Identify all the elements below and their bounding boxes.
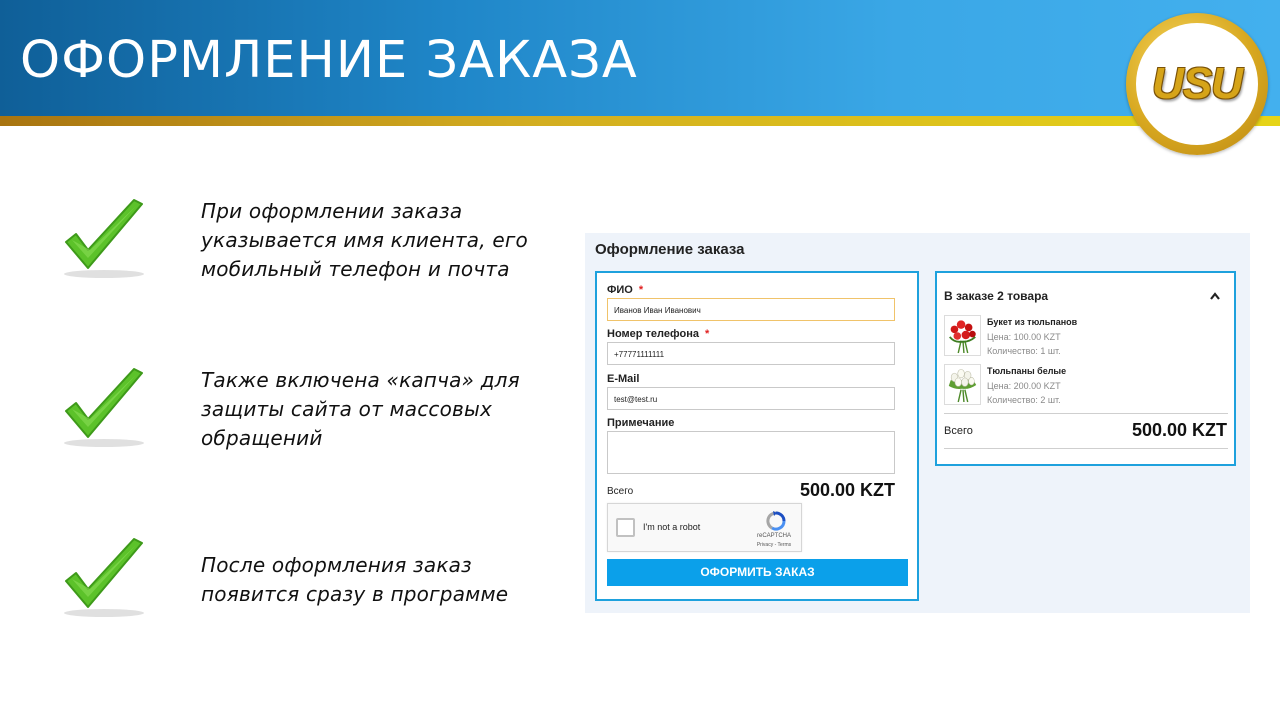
note-textarea[interactable] (607, 431, 895, 474)
cart-item-name[interactable]: Тюльпаны белые (987, 366, 1067, 376)
email-field[interactable]: test@test.ru (607, 387, 895, 410)
order-summary (935, 271, 1236, 466)
checkmark-icon (58, 367, 150, 449)
usu-logo (1126, 13, 1268, 155)
bullet-text-1: При оформлении заказа указывается имя клиента, его мобильный телефон и почта (201, 199, 528, 281)
recaptcha-widget (607, 503, 802, 552)
recaptcha-label: I'm not a robot (643, 522, 701, 532)
recaptcha-icon (764, 510, 788, 532)
cart-item-qty: Количество: 1 шт. (987, 346, 1061, 356)
submit-order-button[interactable]: ОФОРМИТЬ ЗАКАЗ (607, 559, 908, 586)
cart-total-label: Всего (944, 425, 973, 437)
note-label: Примечание (607, 417, 675, 429)
checkmark-icon (58, 198, 150, 280)
logo-text: USU (1152, 59, 1242, 108)
name-label: ФИО * (607, 284, 644, 296)
bullet-text-2: Также включена «капча» для защиты сайта от массовых обращений (201, 368, 520, 450)
bullet-text-3: После оформления заказ появится сразу в программе (201, 553, 509, 606)
cart-divider (944, 413, 1228, 414)
recaptcha-checkbox[interactable] (616, 518, 635, 537)
cart-title: В заказе 2 товара (944, 289, 1049, 303)
cart-item-price: Цена: 200.00 KZT (987, 381, 1061, 391)
slide-title: ОФОРМЛЕНИЕ ЗАКАЗА (20, 31, 638, 90)
form-total-label: Всего (607, 486, 634, 497)
phone-label: Номер телефона * (607, 328, 710, 340)
gold-divider (0, 116, 1280, 126)
cart-item-price: Цена: 100.00 KZT (987, 332, 1061, 342)
cart-divider (944, 448, 1228, 449)
cart-item-name[interactable]: Букет из тюльпанов (987, 317, 1078, 327)
checkout-title: Оформление заказа (595, 241, 745, 258)
name-field[interactable]: Иванов Иван Иванович (607, 298, 895, 321)
product-thumbnail-red-tulips[interactable] (944, 315, 981, 356)
logo-inner-circle (1136, 23, 1258, 145)
email-label: E-Mail (607, 373, 640, 385)
cart-item-qty: Количество: 2 шт. (987, 395, 1061, 405)
required-mark: * (704, 328, 710, 340)
checkout-screenshot (585, 233, 1250, 613)
cart-total-value: 500.00 KZT (1131, 420, 1227, 440)
phone-field[interactable]: +77771111111 (607, 342, 895, 365)
checkout-form (595, 271, 919, 601)
bouquet-image (945, 365, 980, 404)
checkmark-icon (58, 537, 150, 619)
chevron-up-icon[interactable] (1209, 291, 1221, 301)
required-mark: * (638, 284, 644, 296)
recaptcha-links[interactable]: Privacy - Terms (756, 542, 792, 548)
recaptcha-brand: reCAPTCHA (756, 533, 791, 539)
form-total-value: 500.00 KZT (799, 480, 895, 500)
bouquet-image (945, 316, 980, 355)
product-thumbnail-white-tulips[interactable] (944, 364, 981, 405)
